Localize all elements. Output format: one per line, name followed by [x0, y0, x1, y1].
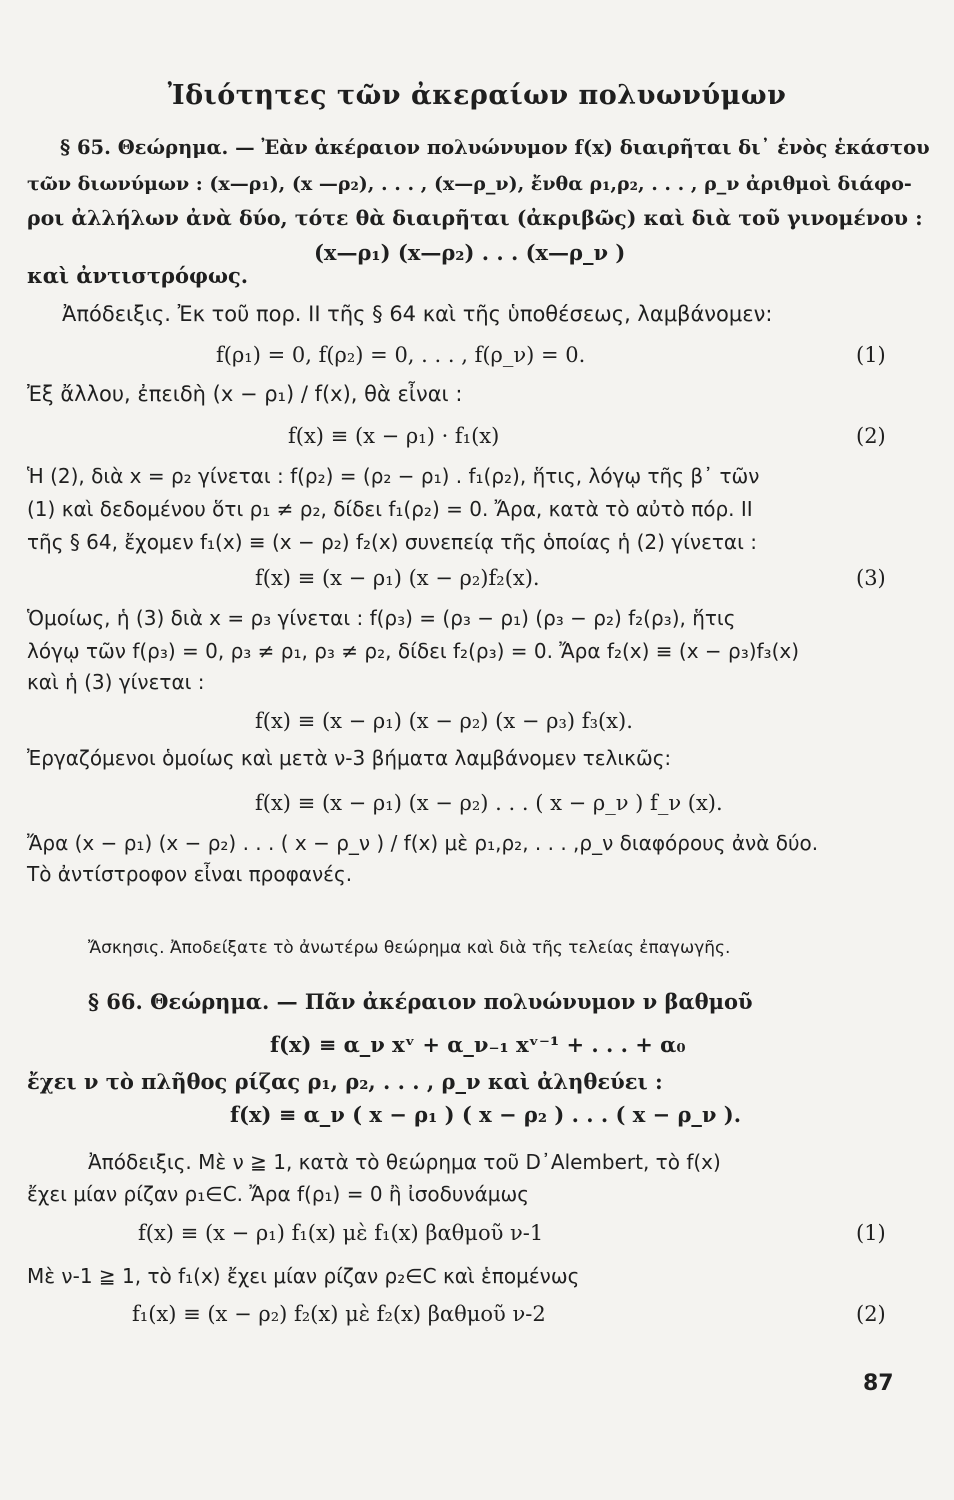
equation: (x—ρ₁) (x—ρ₂) . . . (x—ρ_ν ) — [314, 240, 626, 265]
text-line: ροι ἀλλήλων ἀνὰ δύο, τότε θὰ διαιρῆται (ἀκριβῶς) καὶ διὰ τοῦ γινομένου : — [27, 206, 923, 230]
exercise-line: Ἄσκησις. Ἀποδείξατε τὸ ἀνωτέρω θεώρημα καὶ διὰ τῆς τελείας ἐπαγωγῆς. — [88, 938, 731, 958]
equation: f(x) ≡ α_ν ( x − ρ₁ ) ( x − ρ₂ ) . . . ( x − ρ_ν ). — [230, 1102, 742, 1127]
equation-number: (2) — [856, 1302, 886, 1326]
equation-number: (2) — [856, 424, 886, 448]
text-line: ἔχει ν τὸ πλῆθος ρίζας ρ₁, ρ₂, . . . , ρ_ν καὶ ἀληθεύει : — [27, 1069, 663, 1094]
text-line: (1) καὶ δεδομένου ὅτι ρ₁ ≠ ρ₂, δίδει f₁(ρ₂) = 0. Ἄρα, κατὰ τὸ αὐτὸ πόρ. ΙΙ — [27, 497, 753, 521]
theorem-65-heading: § 65. Θεώρημα. — Ἐὰν ἀκέραιον πολυώνυμον f(x) διαιρῆται δι᾽ ἑνὸς ἑκάστου — [60, 136, 930, 159]
proof-heading-line: Ἀπόδειξις. Μὲ ν ≧ 1, κατὰ τὸ θεώρημα τοῦ D᾽Alembert, τὸ f(x) — [88, 1150, 721, 1174]
equation-number: (1) — [856, 1221, 886, 1245]
equation-number: (1) — [856, 343, 886, 367]
text-line: Ἄρα (x − ρ₁) (x − ρ₂) . . . ( x − ρ_ν ) / f(x) μὲ ρ₁,ρ₂, . . . ,ρ_ν διαφόρους ἀνὰ δύο. — [27, 831, 819, 855]
text-line: τῶν διωνύμων : (x—ρ₁), (x —ρ₂), . . . , (x—ρ_ν), ἔνθα ρ₁,ρ₂, . . . , ρ_ν ἀριθμοὶ διάφο- — [27, 173, 912, 195]
equation: f₁(x) ≡ (x − ρ₂) f₂(x) μὲ f₂(x) βαθμοῦ ν-2 — [132, 1302, 546, 1326]
text-line: Ἡ (2), διὰ x = ρ₂ γίνεται : f(ρ₂) = (ρ₂ − ρ₁) . f₁(ρ₂), ἥτις, λόγῳ τῆς β᾽ τῶν — [27, 464, 760, 488]
text-line: λόγῳ τῶν f(ρ₃) = 0, ρ₃ ≠ ρ₁, ρ₃ ≠ ρ₂, δίδει f₂(ρ₃) = 0. Ἄρα f₂(x) ≡ (x − ρ₃)f₃(x) — [27, 639, 800, 663]
equation: f(x) ≡ (x − ρ₁) f₁(x) μὲ f₁(x) βαθμοῦ ν-1 — [138, 1221, 544, 1245]
text-line: Τὸ ἀντίστροφον εἶναι προφανές. — [27, 862, 353, 886]
text-line: καὶ ἡ (3) γίνεται : — [27, 670, 205, 694]
text-line: ἔχει μίαν ρίζαν ρ₁∈C. Ἄρα f(ρ₁) = 0 ἢ ἰσοδυνάμως — [27, 1182, 529, 1206]
equation-number: (3) — [856, 566, 886, 590]
page-title: Ἰδιότητες τῶν ἀκεραίων πολυωνύμων — [167, 80, 787, 111]
equation: f(x) ≡ (x − ρ₁) (x − ρ₂) . . . ( x − ρ_ν ) f_ν (x). — [255, 791, 723, 815]
equation: f(x) ≡ (x − ρ₁) · f₁(x) — [288, 424, 500, 448]
text-line: τῆς § 64, ἔχομεν f₁(x) ≡ (x − ρ₂) f₂(x) συνεπείᾳ τῆς ὁποίας ἡ (2) γίνεται : — [27, 530, 757, 554]
text-line: καὶ ἀντιστρόφως. — [27, 263, 249, 288]
equation: f(x) ≡ (x − ρ₁) (x − ρ₂)f₂(x). — [255, 566, 540, 590]
page-number: 87 — [863, 1371, 894, 1396]
proof-heading-line: Ἀπόδειξις. Ἐκ τοῦ πορ. ΙΙ τῆς § 64 καὶ τῆς ὑποθέσεως, λαμβάνομεν: — [62, 302, 773, 326]
equation: f(ρ₁) = 0, f(ρ₂) = 0, . . . , f(ρ_ν) = 0. — [216, 343, 586, 367]
text-line: Ἐξ ἄλλου, ἐπειδὴ (x − ρ₁) / f(x), θὰ εἶναι : — [27, 382, 463, 406]
equation: f(x) ≡ α_ν xᵛ + α_ν₋₁ xᵛ⁻¹ + . . . + α₀ — [270, 1032, 686, 1057]
text-line: Μὲ ν-1 ≧ 1, τὸ f₁(x) ἔχει μίαν ρίζαν ρ₂∈C καὶ ἑπομένως — [27, 1264, 580, 1288]
text-line: Ἐργαζόμενοι ὁμοίως καὶ μετὰ ν-3 βήματα λαμβάνομεν τελικῶς: — [27, 746, 672, 770]
theorem-66-heading: § 66. Θεώρημα. — Πᾶν ἀκέραιον πολυώνυμον ν βαθμοῦ — [88, 989, 753, 1014]
equation: f(x) ≡ (x − ρ₁) (x − ρ₂) (x − ρ₃) f₃(x). — [255, 709, 633, 733]
text-line: Ὁμοίως, ἡ (3) διὰ x = ρ₃ γίνεται : f(ρ₃) = (ρ₃ − ρ₁) (ρ₃ − ρ₂) f₂(ρ₃), ἥτις — [27, 606, 736, 630]
